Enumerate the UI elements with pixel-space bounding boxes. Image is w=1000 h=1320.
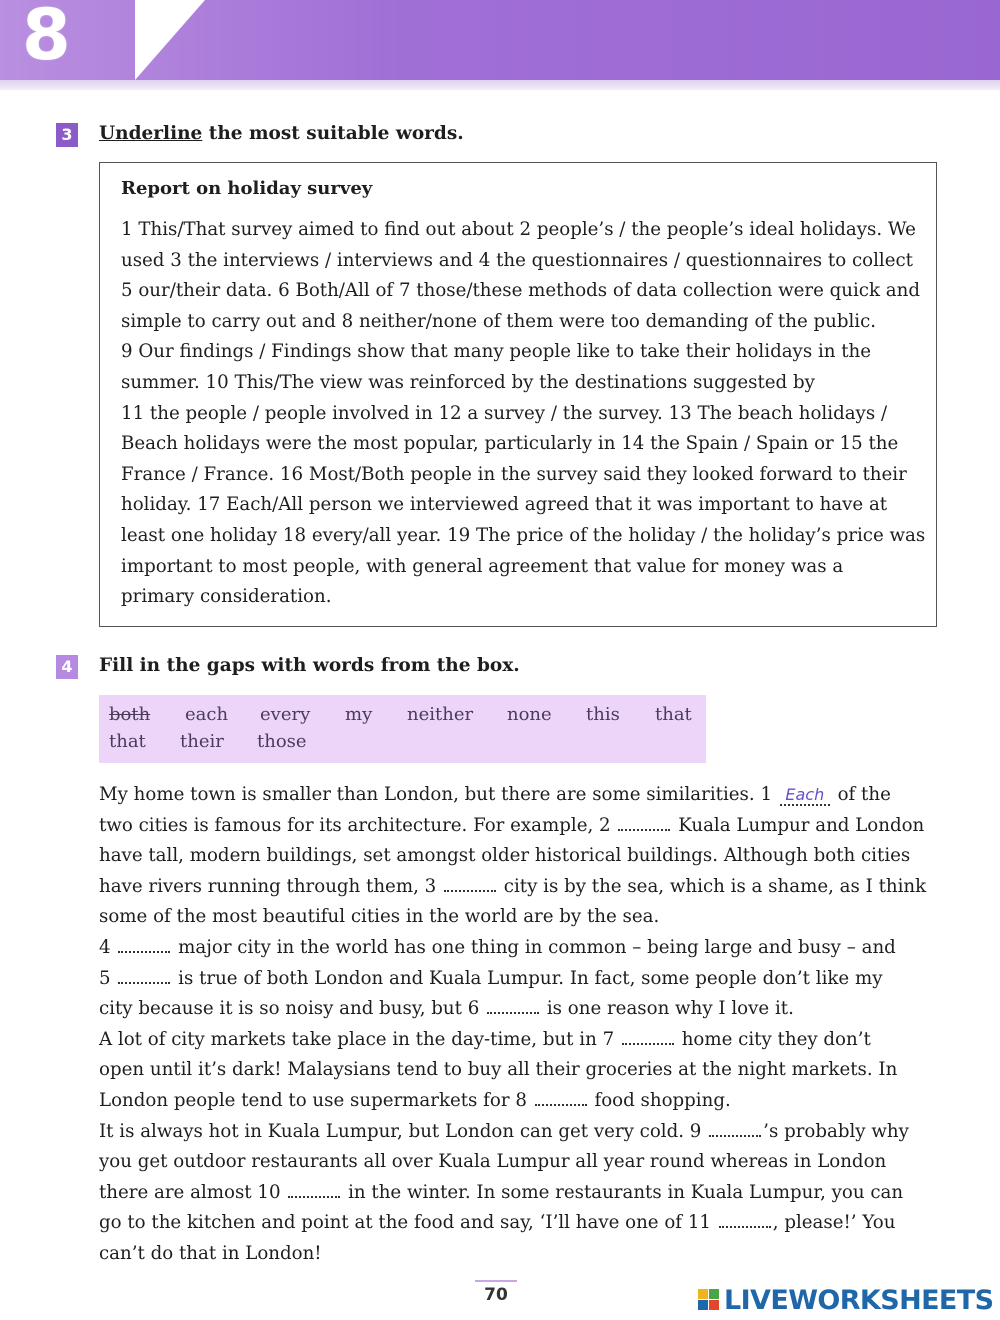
text-segment: you get outdoor restaurants all over Kuala Lumpur all year round whereas in London [99, 1151, 887, 1173]
text-line [99, 1025, 871, 1056]
report-line: primary consideration. [121, 586, 332, 608]
text-segment: , please!’ You [772, 1212, 896, 1234]
text-line [99, 1178, 903, 1209]
report-line: used 3 the interviews / interviews and 4 the questionnaires / questionnaires to collect [121, 249, 913, 271]
gap-blank-input[interactable] [118, 968, 170, 984]
text-segment: It is always hot in Kuala Lumpur, but London can get very cold. 9 [99, 1120, 708, 1142]
text-line [99, 1208, 895, 1239]
text-line [99, 872, 926, 903]
gap-blank-input[interactable] [719, 1212, 771, 1228]
unit-number: 8 [22, 0, 69, 76]
text-segment: city is by the sea, which is a shame, as I think [498, 875, 927, 897]
report-line: summer. 10 This/The view was reinforced by the destinations suggested by [121, 372, 815, 393]
unit-banner [0, 0, 1000, 92]
box-word[interactable]: neither [407, 704, 474, 725]
gap-blank-input[interactable] [709, 1121, 761, 1137]
text-line [99, 1086, 731, 1117]
report-line: least one holiday 18 every/all year. 19 The price of the holiday / the holiday’s price was [121, 525, 926, 546]
box-word[interactable]: their [180, 731, 224, 752]
text-line [99, 811, 924, 842]
gap-blank-input[interactable] [288, 1182, 340, 1198]
text-segment: Kuala Lumpur and London [672, 814, 925, 836]
liveworksheets-watermark: LIVEWORKSHEETS [724, 1285, 994, 1316]
text-line [99, 1239, 322, 1270]
text-segment: home city they don’t [675, 1028, 871, 1050]
text-segment: 5 [99, 967, 117, 989]
text-segment: is true of both London and Kuala Lumpur. In fact, some people don’t like my [172, 967, 883, 989]
report-line: 9 Our findings / Findings show that many people like to take their holidays in the [121, 341, 872, 363]
text-line [99, 933, 896, 964]
text-segment: open until it’s dark! Malaysians tend to buy all their groceries at the night markets. In [99, 1059, 898, 1081]
report-line: holiday. 17 Each/All person we interviewed agreed that it was important to have at [121, 494, 888, 516]
text-segment: A lot of city markets take place in the day-time, but in 7 [99, 1028, 620, 1050]
exercise-3-instruction [99, 123, 464, 144]
text-segment: city because it is so noisy and busy, but 6 [99, 998, 486, 1020]
text-segment: two cities is famous for its architecture. For example, 2 [99, 814, 617, 836]
gap-blank-input[interactable] [444, 876, 496, 892]
banner-stripe [0, 80, 1000, 90]
instruction-underlined-word: Underline [99, 123, 203, 144]
box-word[interactable]: my [345, 704, 373, 725]
box-word[interactable]: this [586, 704, 620, 725]
banner-notch [135, 0, 205, 80]
text-segment: some of the most beautiful cities in the world are by the sea. [99, 906, 660, 928]
text-segment: major city in the world has one thing in common – being large and busy – and [172, 937, 896, 958]
gap-blank-input[interactable] [622, 1029, 674, 1045]
text-segment: in the winter. In some restaurants in Kuala Lumpur, you can [342, 1181, 904, 1203]
liveworksheets-logo-icon [698, 1289, 720, 1313]
text-segment: go to the kitchen and point at the food and say, ‘I’ll have one of 11 [99, 1212, 717, 1234]
page-number: 70 [475, 1280, 517, 1305]
text-segment: food shopping. [588, 1090, 731, 1111]
box-word[interactable]: that [109, 731, 146, 752]
report-line: important to most people, with general agreement that value for money was a [121, 555, 844, 577]
box-word[interactable]: that [655, 704, 692, 725]
text-segment: have rivers running through them, 3 [99, 875, 442, 897]
text-line [99, 1055, 897, 1086]
gap-blank-input[interactable] [618, 815, 670, 831]
text-segment: is one reason why I love it. [541, 998, 794, 1020]
box-word[interactable]: none [507, 704, 552, 725]
text-line [99, 1147, 886, 1178]
report-line: Beach holidays were the most popular, particularly in 14 the Spain / Spain or 15 the [121, 433, 899, 455]
box-word[interactable]: both [109, 704, 151, 725]
report-line: simple to carry out and 8 neither/none of them were too demanding of the public. [121, 310, 877, 332]
text-segment: have tall, modern buildings, set amongst older historical buildings. Although both cities [99, 845, 911, 867]
report-line: 5 our/their data. 6 Both/All of 7 those/these methods of data collection were quick and [121, 280, 920, 302]
gap-answer-input[interactable]: Each [780, 786, 830, 806]
text-segment: of the [831, 784, 891, 805]
report-title: Report on holiday survey [121, 178, 373, 199]
text-line [99, 1117, 909, 1148]
report-line: France / France. 16 Most/Both people in the survey said they looked forward to their [121, 463, 907, 485]
exercise-3-number: 3 [56, 123, 78, 147]
text-segment: My home town is smaller than London, but there are some similarities. 1 [99, 784, 778, 805]
gap-blank-input[interactable] [118, 937, 170, 953]
text-line [99, 994, 794, 1025]
gap-blank-input[interactable] [487, 998, 539, 1014]
text-line [99, 780, 891, 811]
gap-blank-input[interactable] [535, 1090, 587, 1106]
text-segment: there are almost 10 [99, 1181, 287, 1203]
exercise-4-number: 4 [56, 655, 78, 679]
text-segment: ’s probably why [763, 1120, 909, 1142]
text-segment: London people tend to use supermarkets for 8 [99, 1090, 533, 1111]
report-line: 11 the people / people involved in 12 a survey / the survey. 13 The beach holidays / [121, 402, 888, 424]
text-line [99, 902, 659, 933]
text-segment: can’t do that in London! [99, 1243, 322, 1264]
report-line: 1 This/That survey aimed to find out about 2 people’s / the people’s ideal holidays. We [121, 219, 916, 240]
text-line [99, 841, 910, 872]
exercise-4-instruction: Fill in the gaps with words from the box. [99, 655, 520, 676]
box-word[interactable]: every [260, 704, 311, 725]
text-segment: 4 [99, 937, 117, 958]
text-line [99, 964, 882, 995]
instruction-rest: the most suitable words. [202, 123, 464, 144]
box-word[interactable]: those [257, 731, 307, 752]
box-word[interactable]: each [185, 704, 229, 725]
